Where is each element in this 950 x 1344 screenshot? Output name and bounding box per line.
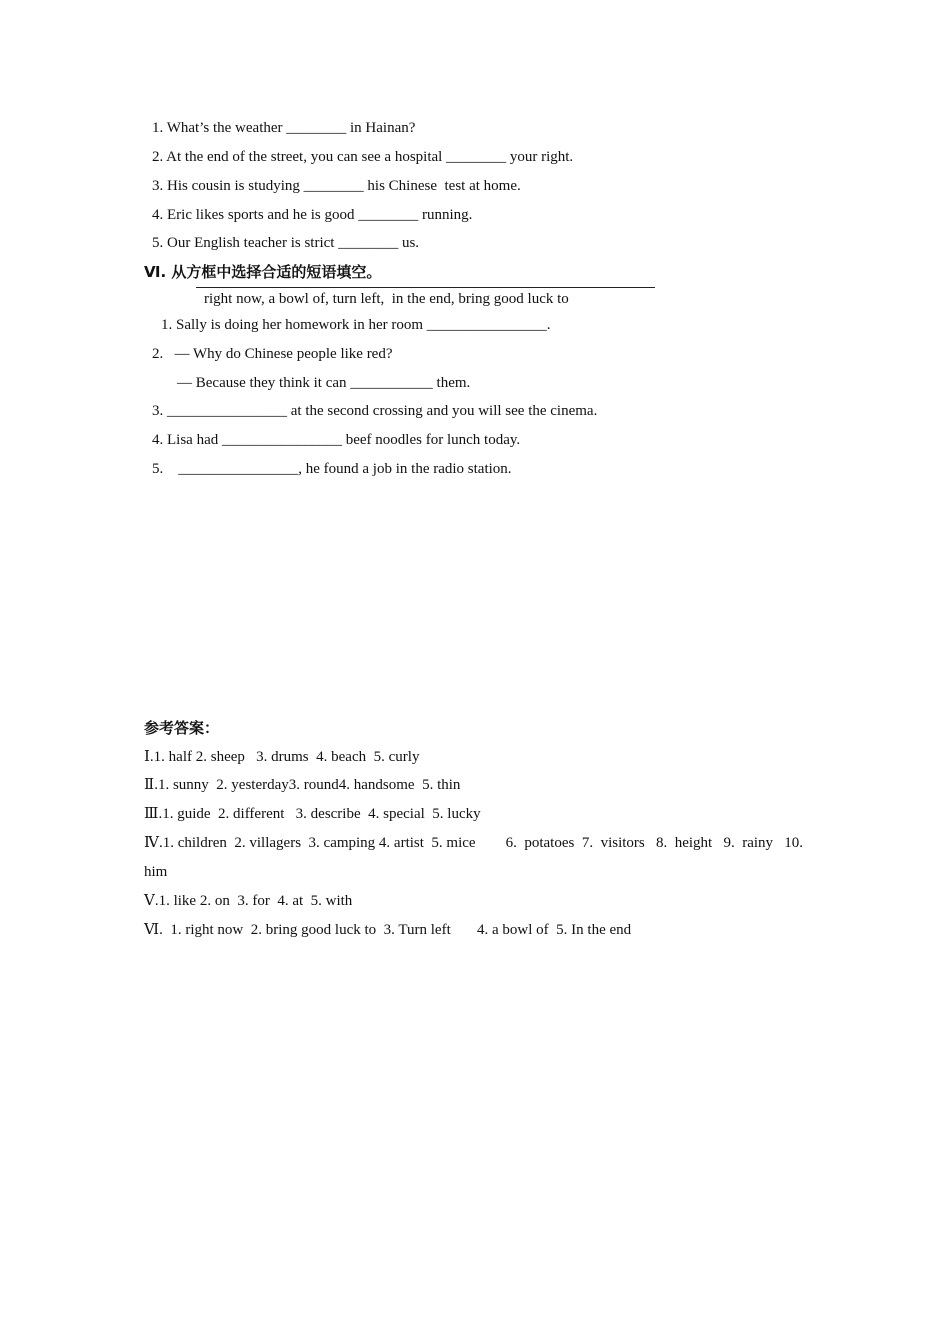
question-5-3: 3. His cousin is studying ________ his Chinese test at home. [152,178,521,194]
section-6-heading: Ⅵ. 从方框中选择合适的短语填空。 [144,263,382,281]
question-6-2-response: — Because they think it can ___________ them. [177,375,471,391]
answer-key-heading: 参考答案： [144,719,220,737]
word-box-border [196,287,655,288]
question-6-4: 4. Lisa had ________________ beef noodles for lunch today. [152,432,521,448]
question-6-2-prompt: 2. — Why do Chinese people like red? [152,346,393,362]
question-6-3: 3. ________________ at the second crossing and you will see the cinema. [152,403,598,419]
question-5-2: 2. At the end of the street, you can see a hospital ________ your right. [152,149,574,165]
answer-section-1: Ⅰ.1. half 2. sheep 3. drums 4. beach 5. curly [144,749,420,765]
answer-section-6: Ⅵ. 1. right now 2. bring good luck to 3. Turn left 4. a bowl of 5. In the end [144,922,632,938]
answer-section-3: Ⅲ.1. guide 2. different 3. describe 4. special 5. lucky [144,806,481,822]
question-5-5: 5. Our English teacher is strict ________ us. [152,235,420,251]
answer-section-4-line-1: Ⅳ.1. children 2. villagers 3. camping 4. artist 5. mice 6. potatoes 7. visitors 8. height 9. rainy 10. [144,835,804,851]
answer-section-4-line-2: him [144,864,168,880]
question-5-1: 1. What’s the weather ________ in Hainan? [152,120,416,136]
answer-section-5: Ⅴ.1. like 2. on 3. for 4. at 5. with [144,893,353,909]
question-6-5: 5. ________________, he found a job in the radio station. [152,461,512,477]
question-6-1: 1. Sally is doing her homework in her room ________________. [161,317,551,333]
question-5-4: 4. Eric likes sports and he is good ________ running. [152,207,473,223]
answer-section-2: Ⅱ.1. sunny 2. yesterday3. round4. handsome 5. thin [144,777,461,793]
word-box-phrases: right now, a bowl of, turn left, in the end, bring good luck to [204,291,569,307]
